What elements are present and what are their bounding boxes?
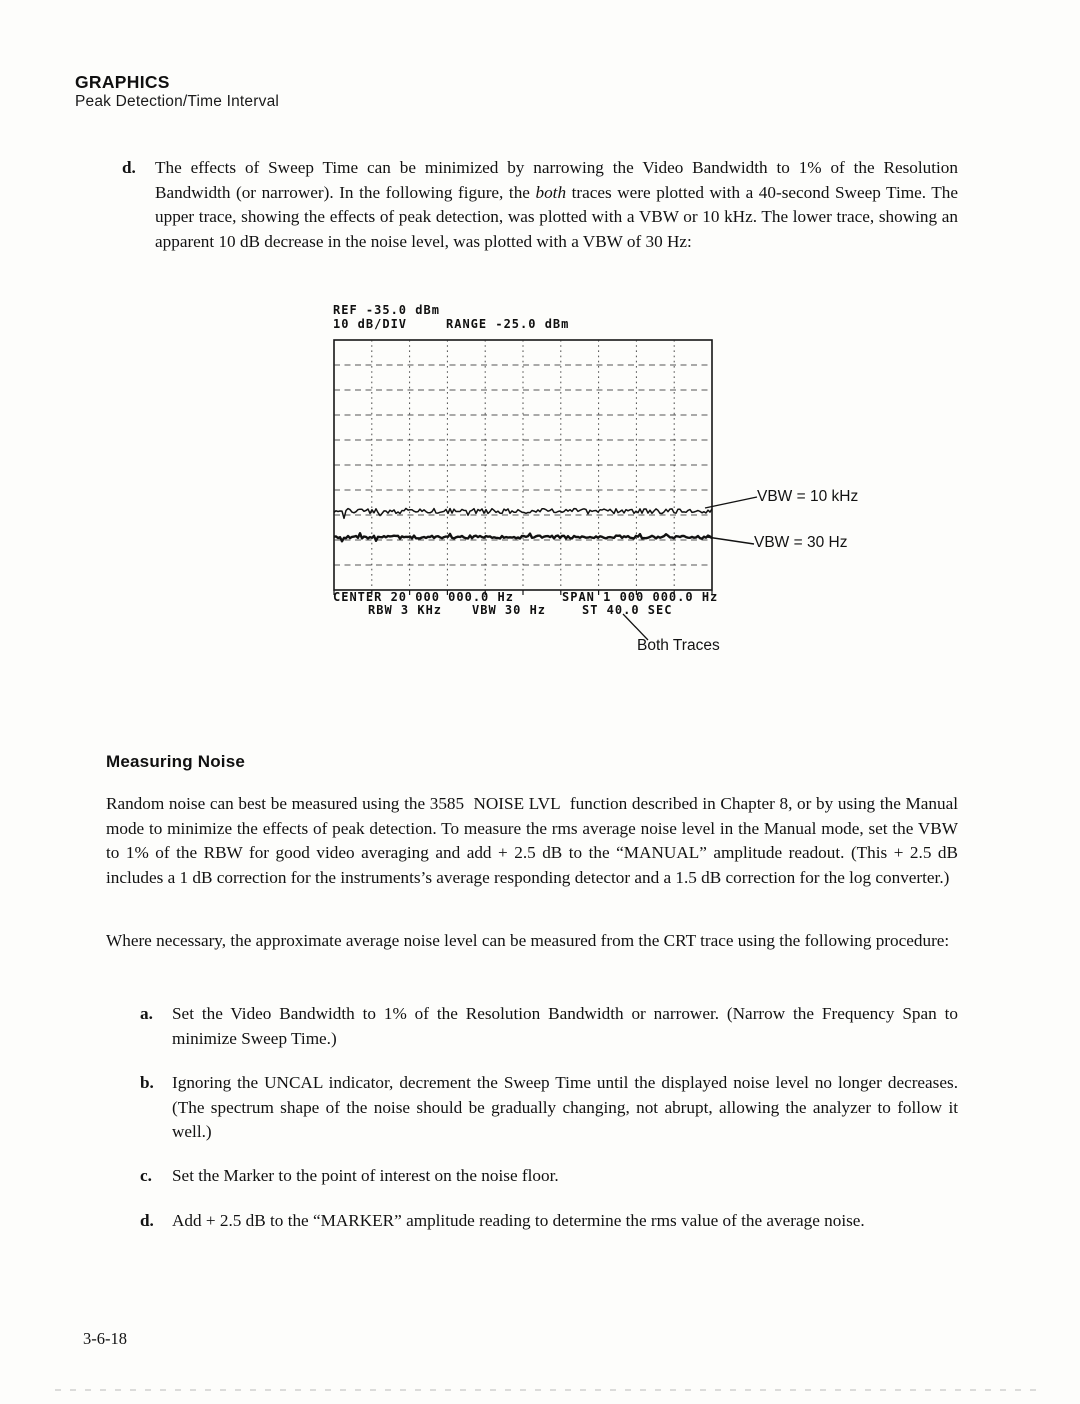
item-text-part1: The effects of Sweep Time can be minimized by narrowing the Video Bandwidth to 1% of the Resolution Bandwidth (or narrower). In the following figure, the — [155, 158, 958, 202]
item-text — [155, 156, 958, 254]
item-label: d. — [140, 1211, 154, 1230]
procedure-item-b — [140, 1071, 958, 1145]
item-text: Ignoring the UNCAL indicator, decrement the Sweep Time until the displayed noise level no longer decreases. (The spectrum shape of the noise should be gradually changing, not abrupt, allowing the analyzer to follow it well.) — [172, 1073, 958, 1142]
item-label: d. — [122, 158, 136, 177]
fig-sweep-time: ST 40.0 SEC — [582, 603, 673, 617]
paragraph-item-d — [122, 156, 958, 254]
fig-ref-level: REF -35.0 dBm — [333, 303, 440, 317]
item-label: b. — [140, 1073, 154, 1092]
item-text: Set the Marker to the point of interest on the noise floor. — [172, 1166, 559, 1185]
paragraph-measuring-noise-1: Random noise can best be measured using the 3585 NOISE LVL function described in Chapter 8, or by using the Manual mode to minimize the effects of peak detection. To measure the rms average noise level in the Manual mode, set the VBW to 1% of the RBW for good video averaging and add + 2.5 dB to the “MANUAL” amplitude readout. (This + 2.5 dB includes a 1 dB correction for the instruments’s average responding detector and a 1.5 dB correction for the log converter.) — [106, 794, 958, 887]
paragraph-measuring-noise-2: Where necessary, the approximate average noise level can be measured from the CRT trace using the following procedure: — [106, 931, 950, 950]
procedure-item-a — [140, 1002, 958, 1051]
page-heading: GRAPHICS — [75, 72, 170, 92]
fig-vbw: VBW 30 Hz — [472, 603, 547, 617]
procedure-item-c — [140, 1164, 958, 1189]
running-header — [75, 72, 279, 111]
fig-center-freq: CENTER 20 000 000.0 Hz — [333, 590, 514, 604]
item-text-italic: both — [535, 182, 567, 202]
item-text: Add + 2.5 dB to the “MARKER” amplitude reading to determine the rms value of the average noise. — [172, 1211, 865, 1230]
section-heading: Measuring Noise — [106, 752, 246, 771]
fig-span: SPAN 1 000 000.0 Hz — [562, 590, 719, 604]
callout-both-traces: Both Traces — [637, 637, 720, 654]
fig-db-per-div: 10 dB/DIV — [333, 317, 408, 331]
item-text-part2: traces were plotted with a 40-second Sweep Time. The upper trace, showing the effects of peak detection, was plotted with a VBW or 10 kHz. The lower trace, showing an apparent 10 dB decrease in the noise level, was plotted with a VBW of 30 Hz: — [155, 182, 958, 251]
fig-range: RANGE -25.0 dBm — [446, 317, 570, 331]
fig-rbw: RBW 3 KHz — [368, 603, 443, 617]
item-text: Set the Video Bandwidth to 1% of the Resolution Bandwidth or narrower. (Narrow the Frequency Span to minimize Sweep Time.) — [172, 1004, 958, 1048]
procedure-item-d — [140, 1209, 958, 1234]
scan-artifact — [55, 1389, 1040, 1391]
callout-vbw-30hz: VBW = 30 Hz — [754, 534, 848, 551]
item-label: a. — [140, 1004, 153, 1023]
page-subheading: Peak Detection/Time Interval — [75, 93, 280, 110]
item-label: c. — [140, 1166, 152, 1185]
page-number: 3-6-18 — [83, 1329, 127, 1348]
callout-vbw-10khz: VBW = 10 kHz — [757, 488, 859, 505]
